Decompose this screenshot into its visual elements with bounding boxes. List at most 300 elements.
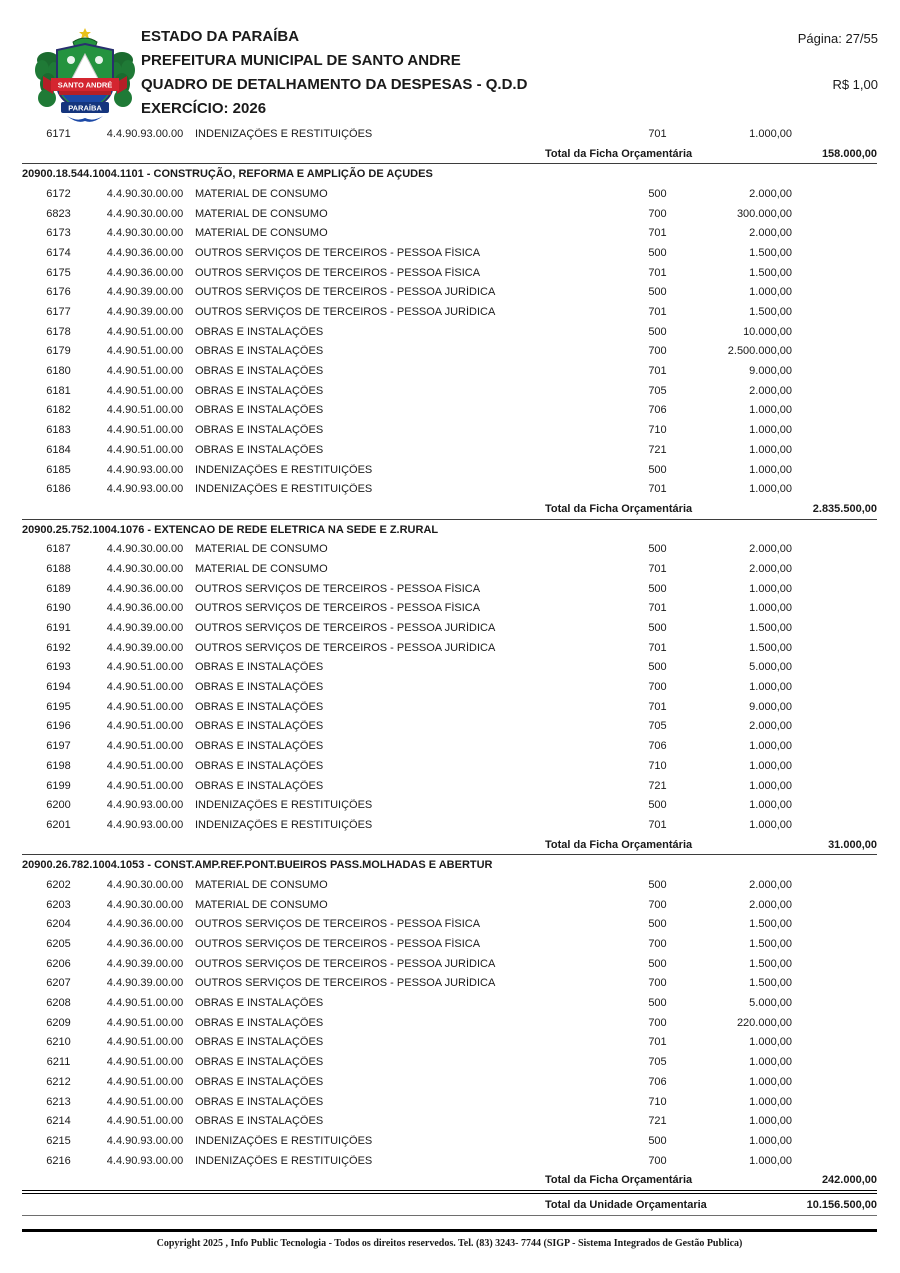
ficha-code-cell: 6193 (46, 661, 71, 674)
description-cell: OBRAS E INSTALAÇÕES (195, 424, 324, 437)
ficha-code-cell: 6201 (46, 818, 71, 831)
description-cell: OBRAS E INSTALAÇÕES (195, 1095, 324, 1108)
table-row (22, 184, 877, 204)
table-row (22, 479, 877, 499)
description-cell: OBRAS E INSTALAÇÕES (195, 661, 324, 674)
account-code-cell: 4.4.90.93.00.00 (106, 1154, 184, 1167)
ficha-code-cell: 6216 (46, 1154, 71, 1167)
section-total-row (22, 1170, 877, 1190)
section-total-row (22, 144, 877, 164)
value-cell: 1.500,00 (749, 938, 792, 951)
account-code-cell: 4.4.90.51.00.00 (106, 443, 184, 456)
description-cell: OBRAS E INSTALAÇÕES (195, 1036, 324, 1049)
unit-total-label: Total da Unidade Orçamentaria (545, 1198, 707, 1211)
table-row (22, 539, 877, 559)
value-cell: 2.000,00 (749, 878, 792, 891)
account-code-cell: 4.4.90.51.00.00 (106, 345, 184, 358)
value-cell: 1.500,00 (749, 918, 792, 931)
value-cell: 1.000,00 (749, 818, 792, 831)
state-title: ESTADO DA PARAÍBA (141, 28, 300, 45)
ficha-code-cell: 6197 (46, 740, 71, 753)
ficha-code-cell: 6205 (46, 938, 71, 951)
ficha-code-cell: 6171 (46, 127, 71, 140)
ficha-code-cell: 6183 (46, 424, 71, 437)
value-cell: 1.000,00 (749, 1134, 792, 1147)
account-code-cell: 4.4.90.30.00.00 (106, 562, 184, 575)
account-code-cell: 4.4.90.51.00.00 (106, 759, 184, 772)
account-code-cell: 4.4.90.93.00.00 (106, 799, 184, 812)
value-cell: 1.500,00 (749, 246, 792, 259)
ficha-code-cell: 6192 (46, 641, 71, 654)
ficha-code-cell: 6194 (46, 681, 71, 694)
description-cell: OBRAS E INSTALAÇÕES (195, 443, 324, 456)
description-cell: MATERIAL DE CONSUMO (195, 878, 328, 891)
table-row (22, 974, 877, 994)
table-row (22, 322, 877, 342)
source-cell: 500 (648, 325, 667, 338)
value-cell: 220.000,00 (736, 1016, 792, 1029)
value-cell: 1.000,00 (749, 681, 792, 694)
ficha-code-cell: 6215 (46, 1134, 71, 1147)
banner-icon (61, 102, 109, 122)
table-row (22, 1151, 877, 1171)
account-code-cell: 4.4.90.93.00.00 (106, 1134, 184, 1147)
ficha-code-cell: 6180 (46, 365, 71, 378)
value-cell: 1.500,00 (749, 622, 792, 635)
description-cell: OUTROS SERVIÇOS DE TERCEIROS - PESSOA JURÍDICA (195, 977, 496, 990)
description-cell: OBRAS E INSTALAÇÕES (195, 1056, 324, 1069)
source-cell: 500 (648, 622, 667, 635)
table-rows (22, 124, 877, 1190)
account-code-cell: 4.4.90.51.00.00 (106, 384, 184, 397)
description-cell: OBRAS E INSTALAÇÕES (195, 997, 324, 1010)
source-cell: 701 (648, 227, 667, 240)
source-cell: 701 (648, 1036, 667, 1049)
source-cell: 705 (648, 1056, 667, 1069)
table-row (22, 815, 877, 835)
ficha-code-cell: 6189 (46, 582, 71, 595)
ficha-code-cell: 6195 (46, 700, 71, 713)
description-cell: OBRAS E INSTALAÇÕES (195, 325, 324, 338)
account-code-cell: 4.4.90.51.00.00 (106, 700, 184, 713)
source-cell: 500 (648, 1134, 667, 1147)
account-code-cell: 4.4.90.51.00.00 (106, 1115, 184, 1128)
value-cell: 1.000,00 (749, 1056, 792, 1069)
account-code-cell: 4.4.90.51.00.00 (106, 740, 184, 753)
table-row (22, 263, 877, 283)
account-code-cell: 4.4.90.51.00.00 (106, 661, 184, 674)
table-row (22, 1052, 877, 1072)
account-code-cell: 4.4.90.30.00.00 (106, 187, 184, 200)
value-cell: 9.000,00 (749, 365, 792, 378)
account-code-cell: 4.4.90.93.00.00 (106, 483, 184, 496)
account-code-cell: 4.4.90.51.00.00 (106, 1056, 184, 1069)
value-cell: 1.000,00 (749, 443, 792, 456)
table-row (22, 401, 877, 421)
table-row (22, 697, 877, 717)
source-cell: 706 (648, 1075, 667, 1088)
ficha-code-cell: 6175 (46, 266, 71, 279)
description-cell: INDENIZAÇÕES E RESTITUIÇÕES (195, 463, 373, 476)
ficha-code-cell: 6190 (46, 602, 71, 615)
table-row (22, 204, 877, 224)
value-cell: 10.000,00 (743, 325, 792, 338)
section-total-label: Total da Ficha Orçamentária (545, 838, 693, 851)
description-cell: OUTROS SERVIÇOS DE TERCEIROS - PESSOA FÍSICA (195, 266, 481, 279)
description-cell: OBRAS E INSTALAÇÕES (195, 1115, 324, 1128)
report-header (141, 25, 527, 121)
description-cell: OBRAS E INSTALAÇÕES (195, 1075, 324, 1088)
account-code-cell: 4.4.90.51.00.00 (106, 424, 184, 437)
logo-bottom-banner-text: PARAÍBA (68, 103, 102, 113)
value-cell: 1.000,00 (749, 483, 792, 496)
source-cell: 700 (648, 681, 667, 694)
description-cell: OUTROS SERVIÇOS DE TERCEIROS - PESSOA FÍSICA (195, 918, 481, 931)
description-cell: INDENIZAÇÕES E RESTITUIÇÕES (195, 483, 373, 496)
description-cell: OBRAS E INSTALAÇÕES (195, 404, 324, 417)
source-cell: 701 (648, 602, 667, 615)
value-cell: 1.500,00 (749, 957, 792, 970)
source-cell: 700 (648, 938, 667, 951)
source-cell: 700 (648, 207, 667, 220)
table-row (22, 599, 877, 619)
account-code-cell: 4.4.90.39.00.00 (106, 286, 184, 299)
table-row (22, 677, 877, 697)
description-cell: OUTROS SERVIÇOS DE TERCEIROS - PESSOA FÍSICA (195, 582, 481, 595)
table-row (22, 618, 877, 638)
table-row (22, 243, 877, 263)
account-code-cell: 4.4.90.51.00.00 (106, 681, 184, 694)
value-cell: 1.000,00 (749, 582, 792, 595)
ficha-code-cell: 6214 (46, 1115, 71, 1128)
table-row (22, 1131, 877, 1151)
value-cell: 1.000,00 (749, 1036, 792, 1049)
description-cell: OUTROS SERVIÇOS DE TERCEIROS - PESSOA FÍSICA (195, 246, 481, 259)
copyright-text: Copyright 2025 , Info Public Tecnologia - Todos os direitos reservedos. Tel. (83) 3243- 7744 (SIGP - Sistema Integrados de Gestão Publica) (156, 1238, 743, 1250)
table-row (22, 875, 877, 895)
ficha-code-cell: 6823 (46, 207, 71, 220)
description-cell: OUTROS SERVIÇOS DE TERCEIROS - PESSOA FÍSICA (195, 938, 481, 951)
value-cell: 1.000,00 (749, 602, 792, 615)
description-cell: OBRAS E INSTALAÇÕES (195, 384, 324, 397)
table-row (22, 776, 877, 796)
source-cell: 500 (648, 799, 667, 812)
section-total-row (22, 835, 877, 855)
report-title: QUADRO DE DETALHAMENTO DA DESPESAS - Q.D.D (141, 76, 528, 93)
ficha-code-cell: 6187 (46, 543, 71, 556)
source-cell: 500 (648, 543, 667, 556)
table-row (22, 223, 877, 243)
section-total-label: Total da Ficha Orçamentária (545, 502, 693, 515)
value-cell: 1.000,00 (749, 1115, 792, 1128)
account-code-cell: 4.4.90.30.00.00 (106, 227, 184, 240)
source-cell: 701 (648, 483, 667, 496)
description-cell: INDENIZAÇÕES E RESTITUIÇÕES (195, 1154, 373, 1167)
source-cell: 700 (648, 345, 667, 358)
account-code-cell: 4.4.90.51.00.00 (106, 720, 184, 733)
description-cell: MATERIAL DE CONSUMO (195, 562, 328, 575)
table-row (22, 559, 877, 579)
value-cell: 1.000,00 (749, 1095, 792, 1108)
ficha-code-cell: 6174 (46, 246, 71, 259)
source-cell: 701 (648, 818, 667, 831)
table-row (22, 1033, 877, 1053)
value-cell: 5.000,00 (749, 661, 792, 674)
table-row (22, 756, 877, 776)
value-cell: 2.000,00 (749, 227, 792, 240)
table-row (22, 795, 877, 815)
table-row (22, 1072, 877, 1092)
account-code-cell: 4.4.90.36.00.00 (106, 918, 184, 931)
value-cell: 1.000,00 (749, 759, 792, 772)
value-cell: 1.000,00 (749, 286, 792, 299)
table-row (22, 915, 877, 935)
value-cell: 2.000,00 (749, 187, 792, 200)
table-row (22, 658, 877, 678)
source-cell: 701 (648, 127, 667, 140)
source-cell: 500 (648, 246, 667, 259)
description-cell: INDENIZAÇÕES E RESTITUIÇÕES (195, 1134, 373, 1147)
description-cell: OBRAS E INSTALAÇÕES (195, 779, 324, 792)
unit-total-row (22, 1194, 877, 1216)
table-row (22, 420, 877, 440)
source-cell: 705 (648, 720, 667, 733)
description-cell: OUTROS SERVIÇOS DE TERCEIROS - PESSOA FÍSICA (195, 602, 481, 615)
ficha-code-cell: 6184 (46, 443, 71, 456)
table-row (22, 736, 877, 756)
ficha-code-cell: 6173 (46, 227, 71, 240)
table-row (22, 717, 877, 737)
section-total-row (22, 499, 877, 519)
section-header: 20900.18.544.1004.1101 - CONSTRUÇÃO, REFORMA E AMPLIÇÃO DE AÇUDES (22, 163, 877, 184)
table-row (22, 361, 877, 381)
ficha-code-cell: 6191 (46, 622, 71, 635)
description-cell: OBRAS E INSTALAÇÕES (195, 759, 324, 772)
source-cell: 701 (648, 266, 667, 279)
account-code-cell: 4.4.90.36.00.00 (106, 246, 184, 259)
account-code-cell: 4.4.90.39.00.00 (106, 977, 184, 990)
ficha-code-cell: 6179 (46, 345, 71, 358)
source-cell: 701 (648, 700, 667, 713)
ficha-code-cell: 6176 (46, 286, 71, 299)
table-row (22, 579, 877, 599)
source-cell: 500 (648, 582, 667, 595)
value-cell: 2.000,00 (749, 384, 792, 397)
description-cell: MATERIAL DE CONSUMO (195, 543, 328, 556)
account-code-cell: 4.4.90.51.00.00 (106, 1095, 184, 1108)
page-number: Página: 27/55 (797, 31, 878, 46)
exercise-year: EXERCÍCIO: 2026 (141, 100, 267, 117)
table-row (22, 381, 877, 401)
ribbon-icon (43, 76, 127, 95)
account-code-cell: 4.4.90.51.00.00 (106, 1075, 184, 1088)
unit-total-value: 10.156.500,00 (806, 1198, 877, 1211)
value-cell: 2.500.000,00 (727, 345, 792, 358)
description-cell: OBRAS E INSTALAÇÕES (195, 700, 324, 713)
value-cell: 1.000,00 (749, 740, 792, 753)
description-cell: MATERIAL DE CONSUMO (195, 227, 328, 240)
source-cell: 710 (648, 424, 667, 437)
description-cell: OUTROS SERVIÇOS DE TERCEIROS - PESSOA JURÍDICA (195, 306, 496, 319)
account-code-cell: 4.4.90.30.00.00 (106, 878, 184, 891)
account-code-cell: 4.4.90.51.00.00 (106, 997, 184, 1010)
value-cell: 1.000,00 (749, 424, 792, 437)
table-row (22, 954, 877, 974)
ficha-code-cell: 6178 (46, 325, 71, 338)
account-code-cell: 4.4.90.51.00.00 (106, 365, 184, 378)
description-cell: OBRAS E INSTALAÇÕES (195, 365, 324, 378)
table-row (22, 124, 877, 144)
account-code-cell: 4.4.90.36.00.00 (106, 602, 184, 615)
table-row (22, 934, 877, 954)
ficha-code-cell: 6213 (46, 1095, 71, 1108)
account-code-cell: 4.4.90.36.00.00 (106, 582, 184, 595)
source-cell: 500 (648, 997, 667, 1010)
table-row (22, 1092, 877, 1112)
account-code-cell: 4.4.90.36.00.00 (106, 266, 184, 279)
account-code-cell: 4.4.90.39.00.00 (106, 641, 184, 654)
value-cell: 2.000,00 (749, 898, 792, 911)
description-cell: MATERIAL DE CONSUMO (195, 207, 328, 220)
ficha-code-cell: 6203 (46, 898, 71, 911)
table-row (22, 1111, 877, 1131)
ficha-code-cell: 6186 (46, 483, 71, 496)
account-code-cell: 4.4.90.93.00.00 (106, 463, 184, 476)
account-code-cell: 4.4.90.36.00.00 (106, 938, 184, 951)
value-cell: 300.000,00 (736, 207, 792, 220)
section-total-value: 242.000,00 (821, 1174, 877, 1187)
description-cell: OBRAS E INSTALAÇÕES (195, 345, 324, 358)
ficha-code-cell: 6185 (46, 463, 71, 476)
account-code-cell: 4.4.90.39.00.00 (106, 622, 184, 635)
description-cell: INDENIZAÇÕES E RESTITUIÇÕES (195, 818, 373, 831)
value-cell: 1.000,00 (749, 1154, 792, 1167)
value-cell: 1.500,00 (749, 641, 792, 654)
value-cell: 1.000,00 (749, 799, 792, 812)
source-cell: 701 (648, 562, 667, 575)
account-code-cell: 4.4.90.93.00.00 (106, 818, 184, 831)
table-row (22, 302, 877, 322)
ficha-code-cell: 6172 (46, 187, 71, 200)
value-cell: 1.000,00 (749, 463, 792, 476)
section-total-value: 31.000,00 (828, 838, 877, 851)
table-row (22, 460, 877, 480)
section-total-value: 2.835.500,00 (812, 502, 877, 515)
ficha-code-cell: 6188 (46, 562, 71, 575)
ficha-code-cell: 6199 (46, 779, 71, 792)
source-cell: 500 (648, 286, 667, 299)
section-total-label: Total da Ficha Orçamentária (545, 1174, 693, 1187)
ficha-code-cell: 6200 (46, 799, 71, 812)
value-cell: 2.000,00 (749, 720, 792, 733)
description-cell: OUTROS SERVIÇOS DE TERCEIROS - PESSOA JURÍDICA (195, 641, 496, 654)
source-cell: 500 (648, 661, 667, 674)
source-cell: 700 (648, 977, 667, 990)
currency-unit: R$ 1,00 (832, 77, 878, 92)
municipality-coat-of-arms (33, 26, 137, 124)
source-cell: 721 (648, 443, 667, 456)
source-cell: 500 (648, 918, 667, 931)
section-total-value: 158.000,00 (821, 147, 877, 160)
account-code-cell: 4.4.90.93.00.00 (106, 127, 184, 140)
table-row (22, 283, 877, 303)
table-row (22, 440, 877, 460)
source-cell: 721 (648, 779, 667, 792)
value-cell: 1.500,00 (749, 306, 792, 319)
value-cell: 1.000,00 (749, 127, 792, 140)
description-cell: OBRAS E INSTALAÇÕES (195, 740, 324, 753)
source-cell: 701 (648, 365, 667, 378)
table-row (22, 1013, 877, 1033)
value-cell: 1.500,00 (749, 266, 792, 279)
section-total-label: Total da Ficha Orçamentária (545, 147, 693, 160)
ficha-code-cell: 6206 (46, 957, 71, 970)
value-cell: 1.000,00 (749, 1075, 792, 1088)
source-cell: 500 (648, 187, 667, 200)
source-cell: 700 (648, 898, 667, 911)
ficha-code-cell: 6210 (46, 1036, 71, 1049)
ficha-code-cell: 6211 (46, 1056, 71, 1069)
ficha-code-cell: 6181 (46, 384, 71, 397)
description-cell: INDENIZAÇÕES E RESTITUIÇÕES (195, 799, 373, 812)
value-cell: 5.000,00 (749, 997, 792, 1010)
description-cell: OBRAS E INSTALAÇÕES (195, 1016, 324, 1029)
account-code-cell: 4.4.90.51.00.00 (106, 779, 184, 792)
source-cell: 500 (648, 463, 667, 476)
table-row (22, 895, 877, 915)
source-cell: 705 (648, 384, 667, 397)
description-cell: OUTROS SERVIÇOS DE TERCEIROS - PESSOA JURÍDICA (195, 957, 496, 970)
ficha-code-cell: 6207 (46, 977, 71, 990)
ficha-code-cell: 6208 (46, 997, 71, 1010)
ficha-code-cell: 6198 (46, 759, 71, 772)
account-code-cell: 4.4.90.51.00.00 (106, 1016, 184, 1029)
municipality-title: PREFEITURA MUNICIPAL DE SANTO ANDRE (141, 52, 461, 69)
section-header: 20900.26.782.1004.1053 - CONST.AMP.REF.PONT.BUEIROS PASS.MOLHADAS E ABERTUR (22, 854, 877, 875)
ficha-code-cell: 6204 (46, 918, 71, 931)
source-cell: 701 (648, 641, 667, 654)
source-cell: 500 (648, 878, 667, 891)
account-code-cell: 4.4.90.30.00.00 (106, 207, 184, 220)
source-cell: 710 (648, 759, 667, 772)
source-cell: 700 (648, 1016, 667, 1029)
source-cell: 500 (648, 957, 667, 970)
account-code-cell: 4.4.90.39.00.00 (106, 957, 184, 970)
description-cell: OUTROS SERVIÇOS DE TERCEIROS - PESSOA JURÍDICA (195, 622, 496, 635)
source-cell: 706 (648, 740, 667, 753)
table-row (22, 638, 877, 658)
description-cell: OUTROS SERVIÇOS DE TERCEIROS - PESSOA JURÍDICA (195, 286, 496, 299)
source-cell: 710 (648, 1095, 667, 1108)
account-code-cell: 4.4.90.51.00.00 (106, 404, 184, 417)
value-cell: 2.000,00 (749, 562, 792, 575)
source-cell: 721 (648, 1115, 667, 1128)
account-code-cell: 4.4.90.30.00.00 (106, 898, 184, 911)
source-cell: 706 (648, 404, 667, 417)
report-table (22, 124, 877, 1249)
ficha-code-cell: 6209 (46, 1016, 71, 1029)
ficha-code-cell: 6177 (46, 306, 71, 319)
value-cell: 1.000,00 (749, 779, 792, 792)
table-row (22, 342, 877, 362)
source-cell: 701 (648, 306, 667, 319)
table-row (22, 993, 877, 1013)
account-code-cell: 4.4.90.30.00.00 (106, 543, 184, 556)
ficha-code-cell: 6182 (46, 404, 71, 417)
account-code-cell: 4.4.90.51.00.00 (106, 1036, 184, 1049)
ficha-code-cell: 6212 (46, 1075, 71, 1088)
value-cell: 2.000,00 (749, 543, 792, 556)
